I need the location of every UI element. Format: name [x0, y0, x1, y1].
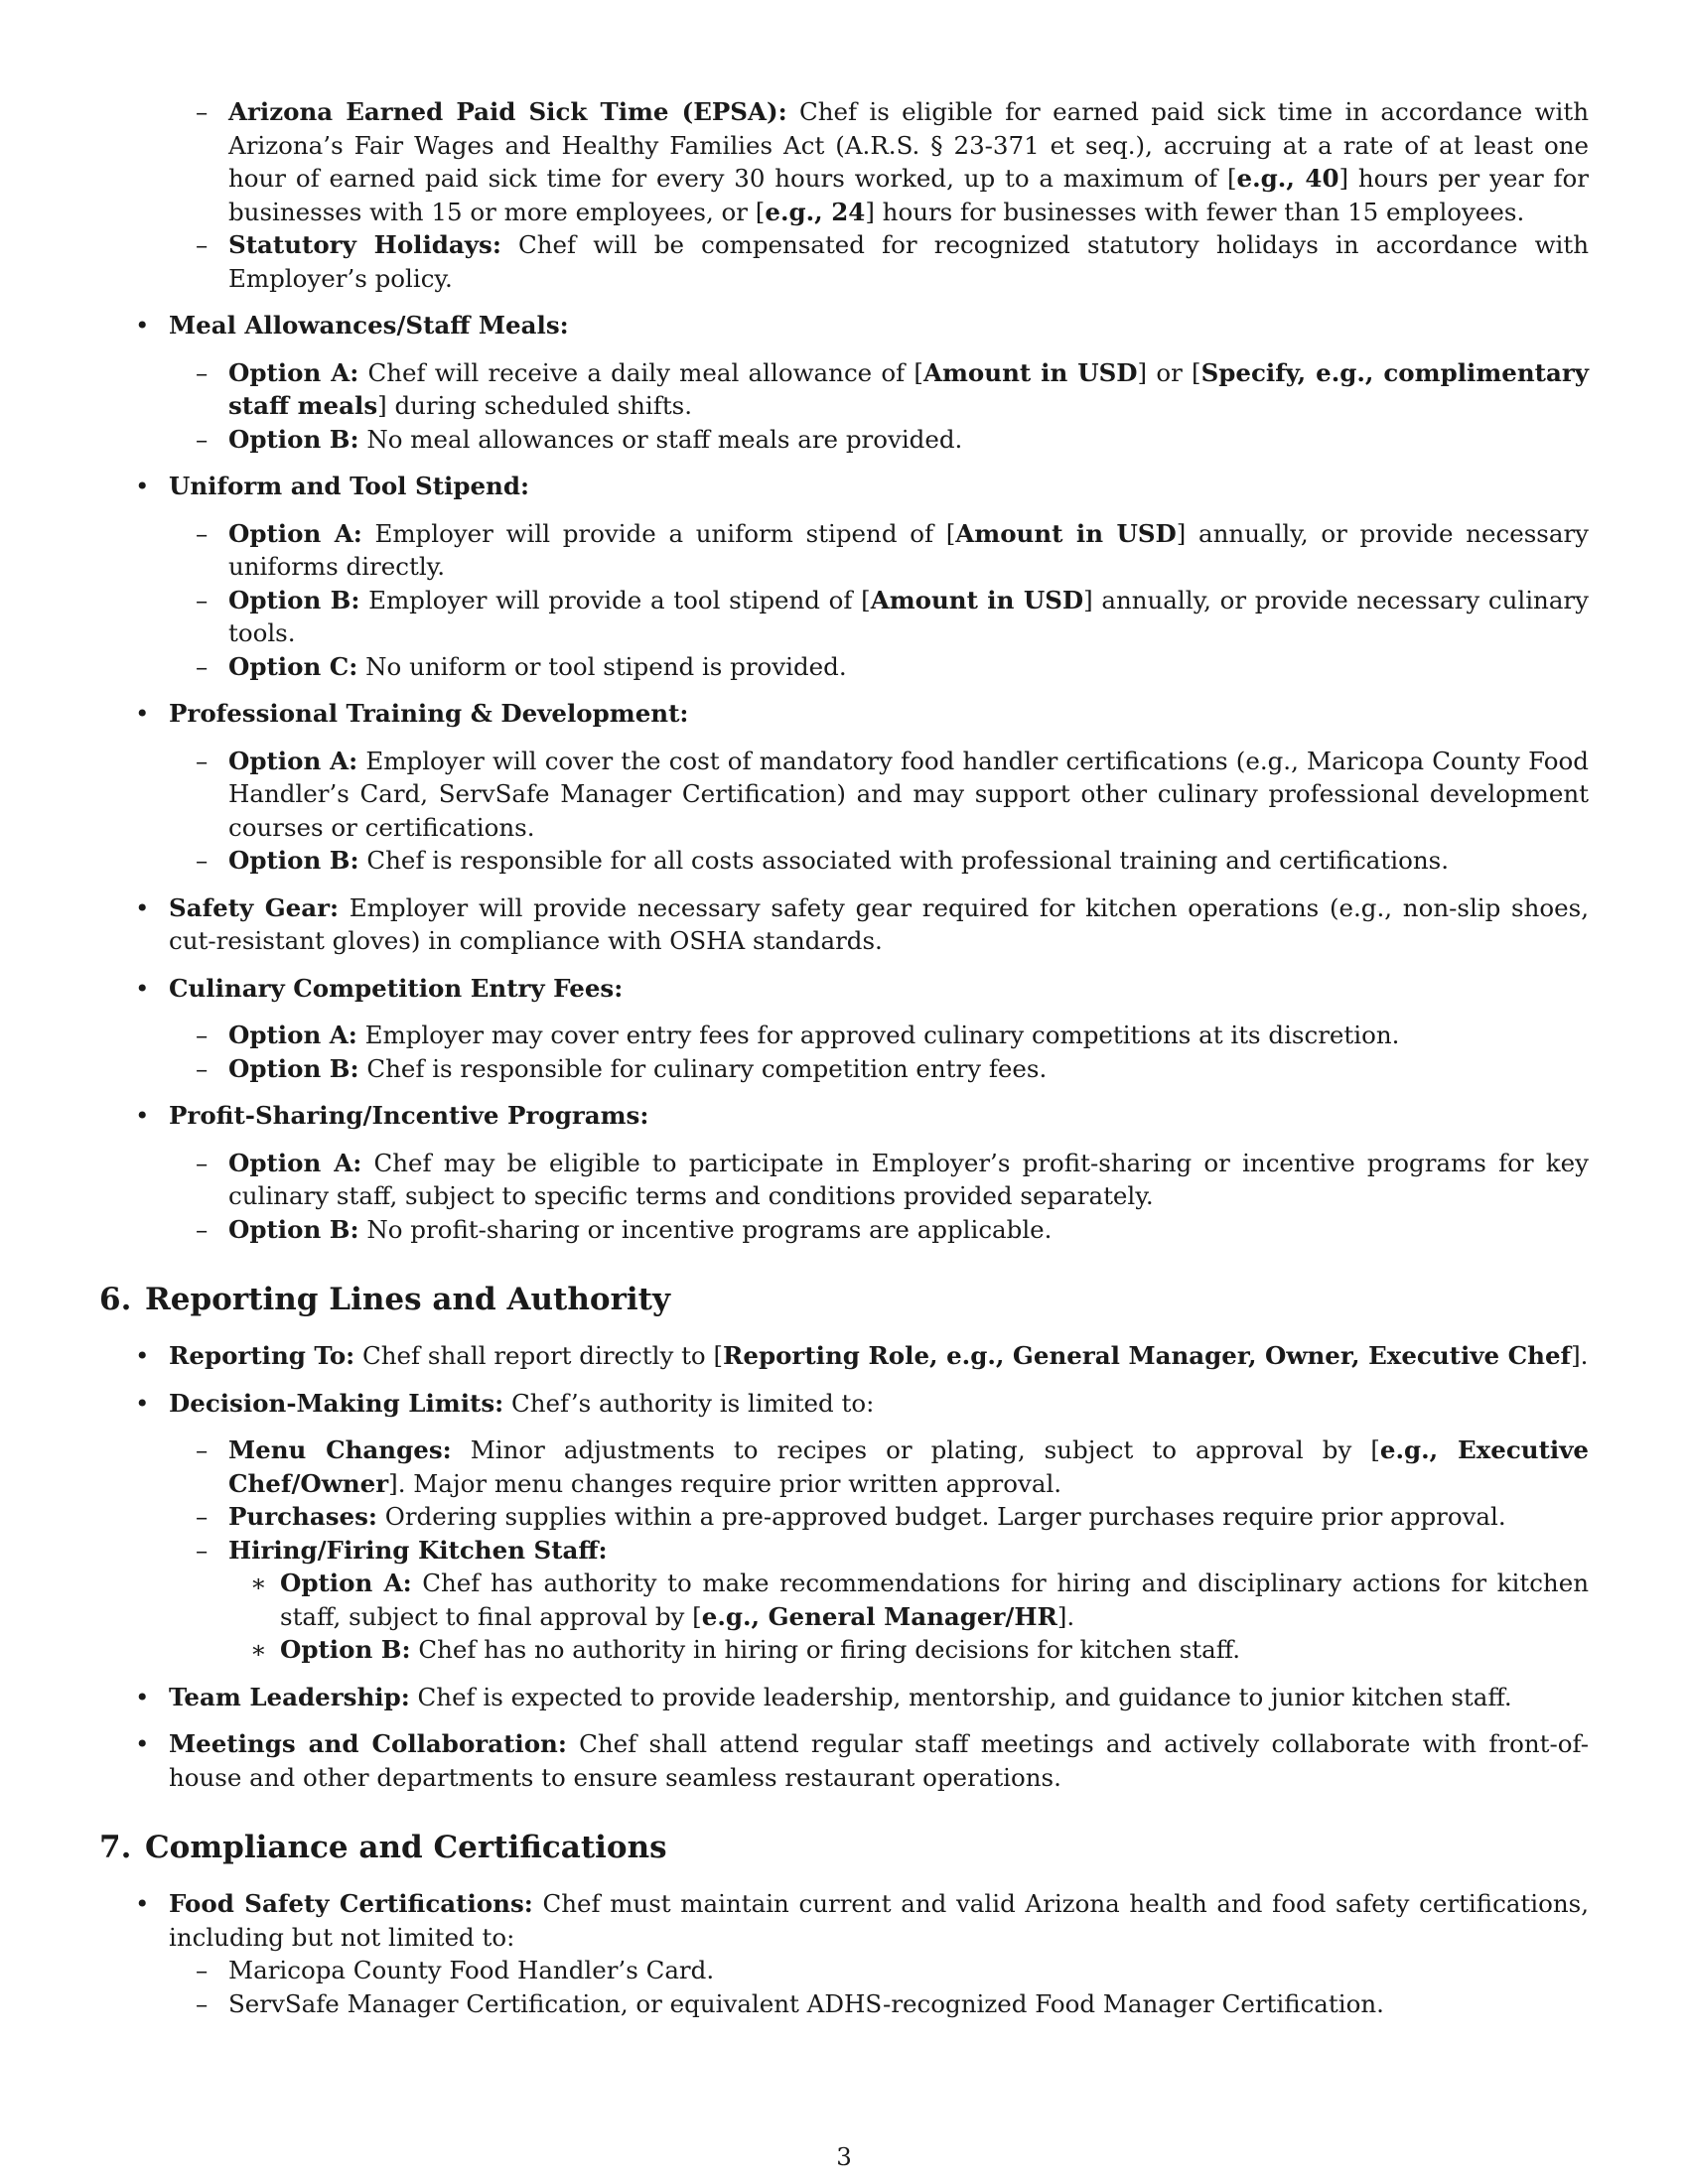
dash-marker: –: [196, 230, 209, 259]
list-item-profit-sharing: • Profit-Sharing/Incentive Programs:: [135, 1101, 649, 1130]
list-item-menu-changes: – Menu Changes: Minor adjustments to recipes or plating, subject to approval by [e.g., Executive Chef/Owner]. Major menu changes require prior written approval.: [196, 1435, 1590, 1498]
list-item-meetings: • Meetings and Collaboration: Chef shall attend regular staff meetings and actively collaborate with front-of-house and other departments to ensure seamless restaurant operations.: [135, 1729, 1589, 1792]
list-item-food-handler-card: – Maricopa County Food Handler’s Card.: [196, 1956, 715, 1984]
list-item-option-a: – Option A: Employer will cover the cost of mandatory food handler certifications (e.g., Maricopa County Food Handler’s Card, ServSafe Manager Certification) and may support other culinary professional development courses or certifications.: [196, 746, 1589, 842]
list-item-servsafe: – ServSafe Manager Certification, or equivalent ADHS-recognized Food Manager Certification.: [196, 1988, 1384, 2018]
dash-marker: –: [196, 97, 209, 126]
meal-options: [99, 356, 1589, 457]
food-safety-list: [99, 1954, 1589, 2020]
list-item-option-a: – Option A: Chef will receive a daily meal allowance of [Amount in USD] or [Specify, e.g., complimentary staff meals] during scheduled shifts.: [196, 357, 1589, 420]
bullet-marker: •: [135, 311, 150, 340]
list-item-meal-allowances: • Meal Allowances/Staff Meals:: [99, 309, 1589, 342]
list-item-option-b: – Option B: Chef is responsible for all costs associated with professional training and certifications.: [196, 846, 1449, 875]
uniform-options: [99, 517, 1589, 684]
list-item-competition-fees: • Culinary Competition Entry Fees:: [135, 973, 624, 1003]
leave-continuation-list: [99, 95, 1589, 295]
list-item-hiring-option-a: ∗ Option A: Chef has authority to make recommendations for hiring and disciplinary actions for kitchen staff, subject to final approval by [e.g., General Manager/HR].: [250, 1569, 1589, 1631]
list-item-professional-training: • Professional Training & Development:: [135, 699, 689, 728]
list-item-purchases: – Purchases: Ordering supplies within a pre-approved budget. Larger purchases require prior approval.: [196, 1502, 1506, 1531]
training-options: [99, 745, 1589, 878]
list-item-hiring-firing: – Hiring/Firing Kitchen Staff:: [196, 1535, 608, 1565]
list-item-hiring-option-b: ∗ Option B: Chef has no authority in hiring or firing decisions for kitchen staff.: [99, 1633, 1589, 1667]
competition-options: [99, 1019, 1589, 1085]
list-item-option-a: – Option A: Employer may cover entry fees for approved culinary competitions at its discretion.: [196, 1021, 1400, 1049]
list-item-option-b: – Option B: Employer will provide a tool stipend of [Amount in USD] annually, or provide necessary culinary tools.: [196, 585, 1589, 647]
list-item-decision-limits: • Decision-Making Limits: Chef’s authority is limited to:: [135, 1388, 875, 1418]
list-item-team-leadership: • Team Leadership: Chef is expected to provide leadership, mentorship, and guidance to junior kitchen staff.: [135, 1682, 1512, 1711]
list-item-option-a: – Option A: Chef may be eligible to participate in Employer’s profit-sharing or incentive programs for key culinary staff, subject to specific terms and conditions provided separately.: [196, 1148, 1589, 1210]
list-item-option-c: – Option C: No uniform or tool stipend is provided.: [196, 651, 847, 681]
list-item-food-safety: • Food Safety Certifications: Chef must maintain current and valid Arizona health and food safety certifications, including but not limited to:: [135, 1889, 1590, 1952]
list-item-option-b: – Option B: No meal allowances or staff meals are provided.: [196, 424, 963, 454]
decision-limits-list: [99, 1433, 1589, 1667]
list-item-option-b: – Option B: No profit-sharing or incentive programs are applicable.: [196, 1214, 1053, 1244]
section-heading-6: 6. Reporting Lines and Authority: [99, 1282, 671, 1317]
list-item-safety-gear: • Safety Gear: Employer will provide necessary safety gear required for kitchen operations (e.g., non-slip shoes, cut-resistant gloves) in compliance with OSHA standards.: [135, 892, 1589, 955]
list-item-uniform-stipend: • Uniform and Tool Stipend:: [135, 472, 530, 500]
list-item-option-b: – Option B: Chef is responsible for culinary competition entry fees.: [196, 1053, 1048, 1083]
list-item-holidays: – Statutory Holidays: Chef will be compensated for recognized statutory holidays in accordance with Employer’s policy.: [196, 230, 1589, 293]
profit-options: [99, 1147, 1589, 1247]
list-item-option-a: – Option A: Employer will provide a uniform stipend of [Amount in USD] annually, or provide necessary uniforms directly.: [196, 518, 1590, 581]
section-heading-7: 7. Compliance and Certifications: [99, 1830, 667, 1865]
list-item-epsa: – Arizona Earned Paid Sick Time (EPSA): Chef is eligible for earned paid sick time in accordance with Arizona’s Fair Wages and Healthy Families Act (A.R.S. § 23-371 et seq.), accruing at a rate of at least one hour of earned paid sick time for every 30 hours worked, up to a maximum of [e.g., 40] hours per year for businesses with 15 or more employees, or [e.g., 24] hours for businesses with fewer than 15 employees.: [196, 97, 1590, 226]
page-number: 3: [836, 2142, 852, 2171]
star-marker: ∗: [250, 1635, 267, 1664]
page-content: [99, 95, 1589, 2034]
list-item-reporting-to: • Reporting To: Chef shall report directly to [Reporting Role, e.g., General Manager, Owner, Executive Chef].: [135, 1341, 1589, 1370]
star-marker: ∗: [250, 1569, 267, 1597]
